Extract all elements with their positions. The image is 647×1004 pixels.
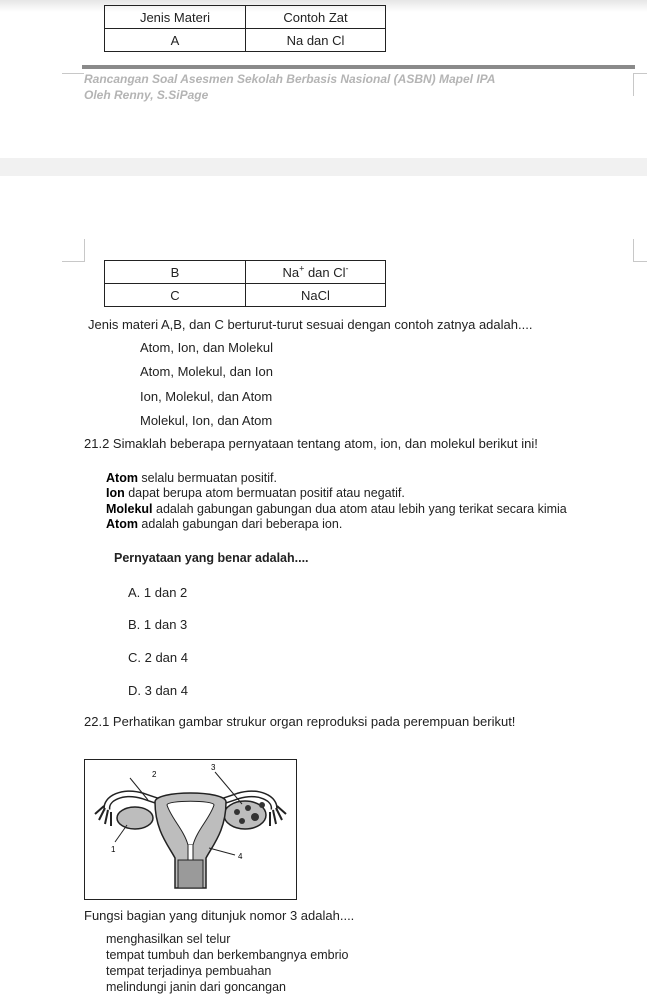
statement-text: adalah gabungan gabungan dua atom atau lebih yang terikat secara kimia	[152, 502, 567, 516]
table-cell-na-cl-ions	[246, 261, 386, 284]
statement-text: adalah gabungan dari beberapa ion.	[137, 517, 343, 531]
question-21-option: D. 3 dan 4	[128, 683, 188, 698]
reproductive-organ-figure	[84, 759, 297, 900]
statement-item	[106, 486, 405, 501]
question-20-option: Atom, Molekul, dan Ion	[140, 364, 273, 379]
question-21-option: B. 1 dan 3	[128, 617, 188, 632]
question-22-option: menghasilkan sel telur	[106, 932, 231, 946]
table-cell-c: C	[105, 284, 246, 307]
question-20-option: Molekul, Ion, dan Atom	[140, 413, 273, 428]
cervix	[188, 845, 193, 860]
statement-text: selalu bermuatan positif.	[137, 471, 277, 485]
table-header-jenis-materi: Jenis Materi	[105, 6, 246, 29]
statement-keyword: Atom	[106, 517, 138, 531]
question-22-prompt: 22.1 Perhatikan gambar strukur organ reproduksi pada perempuan berikut!	[84, 714, 516, 729]
follicle	[245, 805, 251, 811]
ion-dan-cl: dan Cl	[304, 264, 346, 280]
page-break-gap	[0, 158, 647, 176]
question-20-option: Atom, Ion, dan Molekul	[140, 340, 273, 355]
table-cell-na-dan-cl: Na dan Cl	[246, 29, 386, 52]
question-22-option: tempat tumbuh dan berkembangnya embrio	[106, 948, 349, 962]
crop-mark	[62, 73, 84, 96]
crop-mark	[633, 73, 647, 96]
materials-table-bottom	[104, 260, 386, 307]
pointer-line-4	[209, 848, 235, 855]
statement-item	[106, 502, 567, 517]
follicle	[234, 809, 240, 815]
table-cell-nacl: NaCl	[246, 284, 386, 307]
figure-label-4: 4	[238, 852, 243, 861]
statement-item	[106, 517, 342, 532]
question-22-option: tempat terjadinya pembuahan	[106, 964, 272, 978]
table-header-contoh-zat: Contoh Zat	[246, 6, 386, 29]
figure-label-2: 2	[152, 770, 157, 779]
question-21-option: C. 2 dan 4	[128, 650, 188, 665]
ion-na-charge: +	[299, 263, 305, 274]
vagina	[178, 860, 203, 888]
question-21-prompt: 21.2 Simaklah beberapa pernyataan tentang atom, ion, dan molekul berikut ini!	[84, 436, 538, 451]
statement-keyword: Atom	[106, 471, 138, 485]
follicle	[251, 813, 259, 821]
left-ovary	[117, 807, 153, 829]
question-22-ask: Fungsi bagian yang ditunjuk nomor 3 adalah....	[84, 908, 355, 923]
question-21-option: A. 1 dan 2	[128, 585, 188, 600]
pointer-line-1	[115, 825, 127, 842]
figure-label-1: 1	[111, 845, 116, 854]
uterus-diagram	[85, 760, 296, 899]
header-rule	[82, 65, 635, 69]
materials-table-top	[104, 5, 386, 52]
question-20-option: Ion, Molekul, dan Atom	[140, 389, 273, 404]
follicle	[239, 818, 245, 824]
statement-keyword: Molekul	[106, 502, 153, 516]
table-cell-a: A	[105, 29, 246, 52]
question-22-option: melindungi janin dari goncangan	[106, 980, 286, 994]
table-cell-b: B	[105, 261, 246, 284]
ion-cl-charge: -	[345, 263, 349, 274]
statement-keyword: Ion	[106, 486, 125, 500]
crop-mark	[633, 239, 647, 262]
follicle	[259, 802, 265, 808]
crop-mark	[62, 239, 85, 262]
statement-text: dapat berupa atom bermuatan positif atau negatif.	[124, 486, 405, 500]
figure-label-3: 3	[211, 763, 216, 772]
question-20-prompt: Jenis materi A,B, dan C berturut-turut sesuai dengan contoh zatnya adalah....	[88, 317, 533, 332]
ion-na: Na	[282, 264, 300, 280]
question-21-ask: Pernyataan yang benar adalah....	[114, 551, 309, 565]
statement-item	[106, 471, 277, 486]
page-header-author: Oleh Renny, S.SiPage	[84, 88, 209, 102]
page-header-title: Rancangan Soal Asesmen Sekolah Berbasis Nasional (ASBN) Mapel IPA	[84, 72, 496, 86]
